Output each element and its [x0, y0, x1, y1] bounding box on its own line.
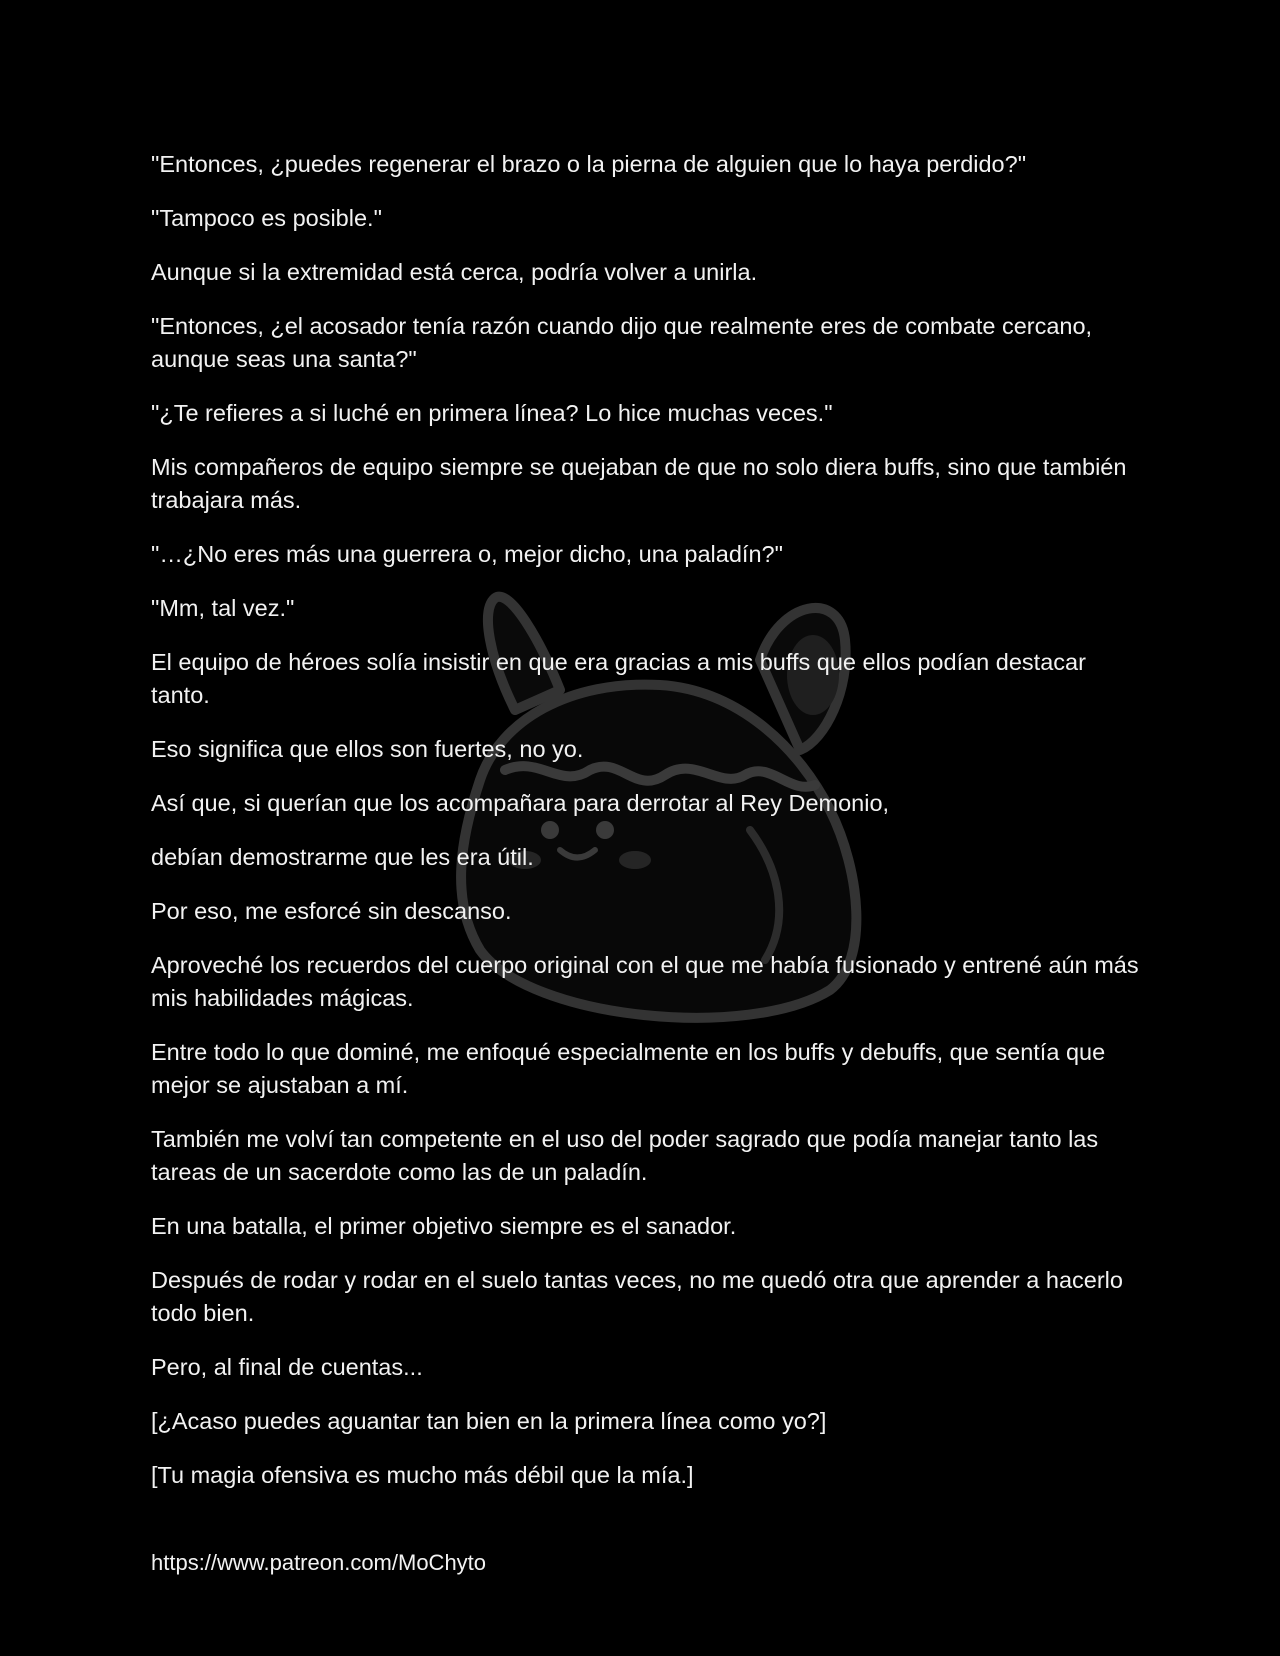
- paragraph: Entre todo lo que dominé, me enfoqué especialmente en los buffs y debuffs, que sentía que mejor se ajustaban a mí.: [151, 1039, 1106, 1098]
- paragraph: debían demostrarme que les era útil.: [151, 844, 534, 870]
- paragraph: "¿Te refieres a si luché en primera línea? Lo hice muchas veces.": [151, 400, 833, 426]
- paragraph: "Entonces, ¿puedes regenerar el brazo o la pierna de alguien que lo haya perdido?": [151, 151, 1027, 177]
- paragraph: Aunque si la extremidad está cerca, podría volver a unirla.: [151, 259, 758, 285]
- document-body: [151, 148, 1141, 1513]
- paragraph: También me volví tan competente en el uso del poder sagrado que podía manejar tanto las tareas de un sacerdote como las de un paladín.: [151, 1126, 1099, 1185]
- paragraph: Aproveché los recuerdos del cuerpo original con el que me había fusionado y entrené aún más mis habilidades mágicas.: [151, 952, 1139, 1011]
- paragraph: "Mm, tal vez.": [151, 595, 295, 621]
- paragraph: Después de rodar y rodar en el suelo tantas veces, no me quedó otra que aprender a hacerlo todo bien.: [151, 1267, 1123, 1326]
- paragraph: Por eso, me esforcé sin descanso.: [151, 898, 512, 924]
- paragraph: Pero, al final de cuentas...: [151, 1354, 423, 1380]
- paragraph: [¿Acaso puedes aguantar tan bien en la primera línea como yo?]: [151, 1408, 827, 1434]
- patreon-link[interactable]: https://www.patreon.com/MoChyto: [151, 1550, 487, 1575]
- paragraph: [Tu magia ofensiva es mucho más débil que la mía.]: [151, 1462, 694, 1488]
- paragraph: "…¿No eres más una guerrera o, mejor dicho, una paladín?": [151, 541, 783, 567]
- paragraph: Así que, si querían que los acompañara para derrotar al Rey Demonio,: [151, 790, 890, 816]
- paragraph: El equipo de héroes solía insistir en que era gracias a mis buffs que ellos podían destacar tanto.: [151, 649, 1086, 708]
- paragraph: Mis compañeros de equipo siempre se quejaban de que no solo diera buffs, sino que también trabajara más.: [151, 454, 1127, 513]
- paragraph: En una batalla, el primer objetivo siempre es el sanador.: [151, 1213, 737, 1239]
- paragraph: "Entonces, ¿el acosador tenía razón cuando dijo que realmente eres de combate cercano, aunque seas una santa?": [151, 313, 1093, 372]
- paragraph: Eso significa que ellos son fuertes, no yo.: [151, 736, 584, 762]
- paragraph: "Tampoco es posible.": [151, 205, 382, 231]
